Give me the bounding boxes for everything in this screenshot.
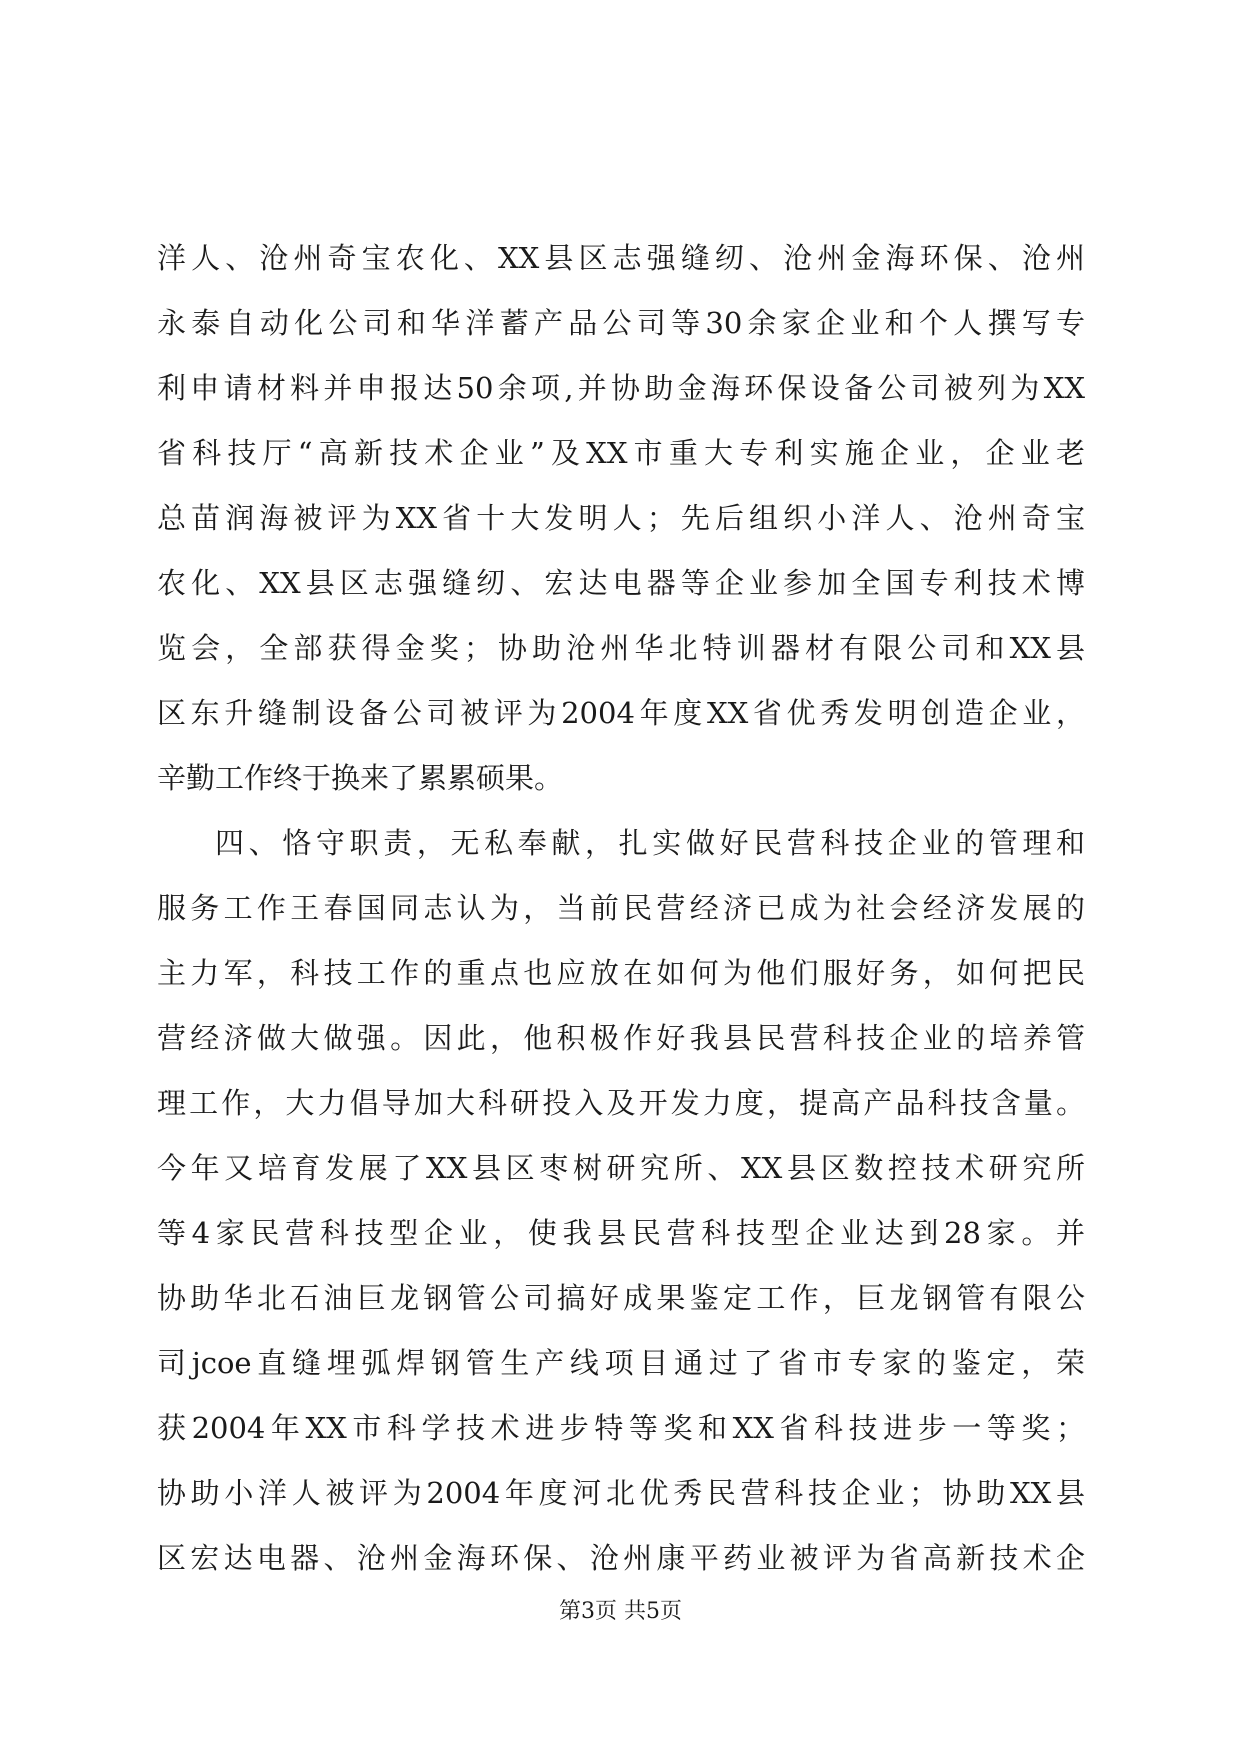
text-line: 司jcoe直缝埋弧焊钢管生产线项目通过了省市专家的鉴定，荣 xyxy=(157,1346,1085,1380)
text-line: 营经济做大做强。因此，他积极作好我县民营科技企业的培养管 xyxy=(157,1021,1085,1055)
paragraph-start-line: 四、恪守职责，无私奉献，扎实做好民营科技企业的管理和 xyxy=(215,826,1085,860)
text-line: 等4家民营科技型企业，使我县民营科技型企业达到28家。并 xyxy=(157,1216,1085,1250)
document-body xyxy=(157,226,1085,1591)
text-line: 永泰自动化公司和华洋蓄产品公司等30余家企业和个人撰写专 xyxy=(157,306,1085,340)
text-line: 览会，全部获得金奖；协助沧州华北特训器材有限公司和XX县 xyxy=(157,631,1085,665)
text-line: 今年又培育发展了XX县区枣树研究所、XX县区数控技术研究所 xyxy=(157,1151,1085,1185)
text-line: 理工作，大力倡导加大科研投入及开发力度，提高产品科技含量。 xyxy=(157,1086,1085,1120)
text-line: 洋人、沧州奇宝农化、XX县区志强缝纫、沧州金海环保、沧州 xyxy=(157,241,1085,275)
text-line: 区东升缝制设备公司被评为2004年度XX省优秀发明创造企业， xyxy=(157,696,1085,730)
paragraph-end-line: 辛勤工作终于换来了累累硕果。 xyxy=(157,761,564,795)
text-line: 总苗润海被评为XX省十大发明人；先后组织小洋人、沧州奇宝 xyxy=(157,501,1085,535)
text-line: 农化、XX县区志强缝纫、宏达电器等企业参加全国专利技术博 xyxy=(157,566,1085,600)
text-line: 服务工作王春国同志认为，当前民营经济已成为社会经济发展的 xyxy=(157,891,1085,925)
text-line: 省科技厅“高新技术企业”及XX市重大专利实施企业，企业老 xyxy=(157,436,1085,470)
text-line: 区宏达电器、沧州金海环保、沧州康平药业被评为省高新技术企 xyxy=(157,1541,1085,1575)
text-line: 获2004年XX市科学技术进步特等奖和XX省科技进步一等奖； xyxy=(157,1411,1085,1445)
text-line: 利申请材料并申报达50余项,并协助金海环保设备公司被列为XX xyxy=(157,371,1085,405)
page-number-footer: 第3页 共5页 xyxy=(559,1599,682,1624)
text-line: 协助华北石油巨龙钢管公司搞好成果鉴定工作，巨龙钢管有限公 xyxy=(157,1281,1085,1315)
text-line: 主力军，科技工作的重点也应放在如何为他们服好务，如何把民 xyxy=(157,956,1085,990)
text-line: 协助小洋人被评为2004年度河北优秀民营科技企业；协助XX县 xyxy=(157,1476,1085,1510)
